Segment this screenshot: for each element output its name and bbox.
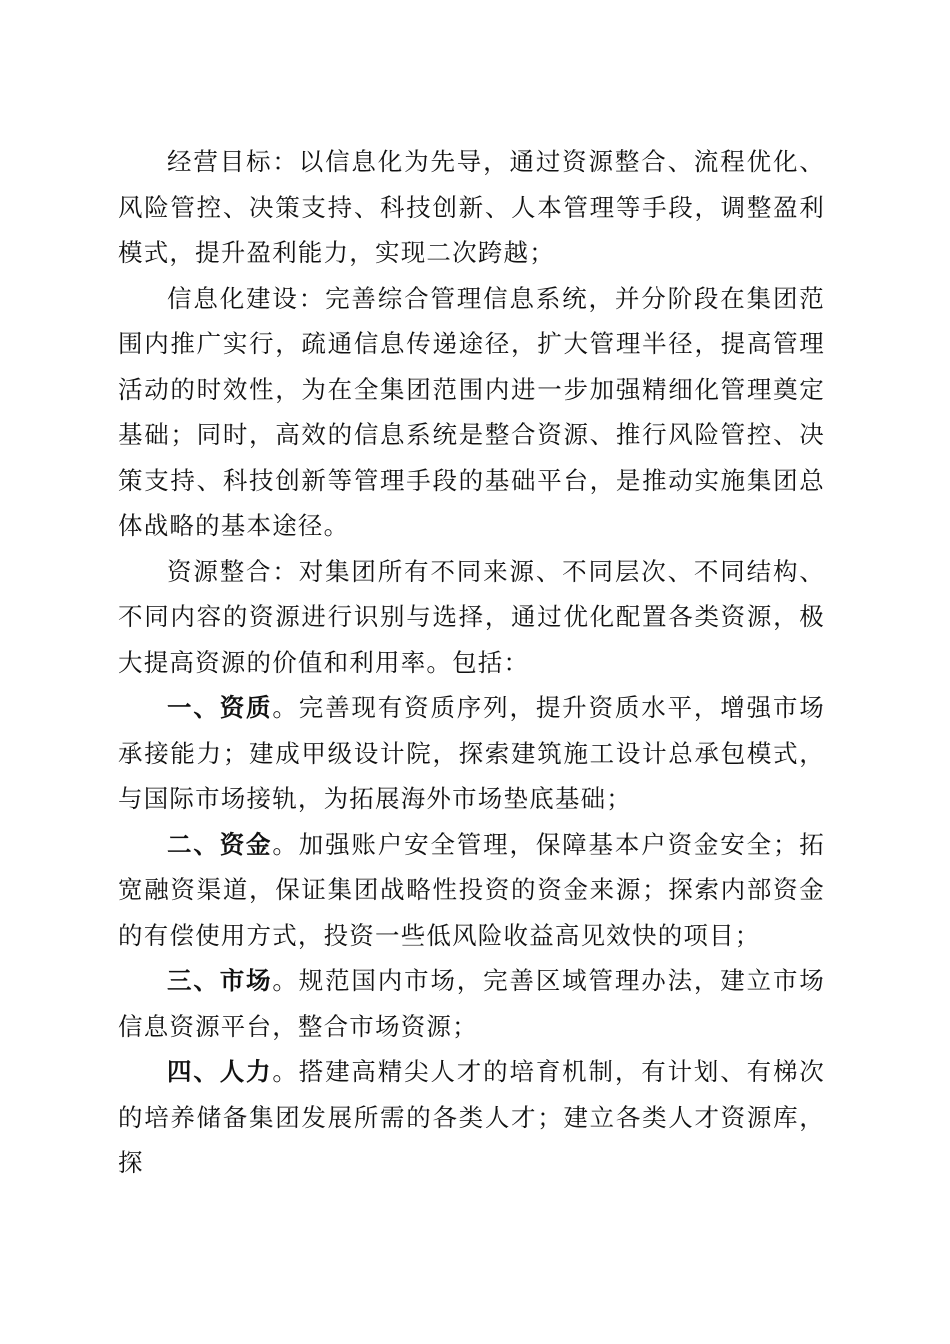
paragraph-funds [118,822,825,959]
section-heading: 四、人力 [167,1057,273,1086]
paragraph-text: 。规范国内市场，完善区域管理办法，建立市场信息资源平台，整合市场资源； [118,966,825,1041]
paragraph-business-goal [118,139,825,276]
paragraph-qualification [118,685,825,822]
section-heading: 二、资金 [167,829,273,859]
paragraph-text: 经营目标：以信息化为先导，通过资源整合、流程优化、风险管控、决策支持、科技创新、人本管理等手段，调整盈利模式，提升盈利能力，实现二次跨越； [118,147,825,267]
paragraph-text: 资源整合：对集团所有不同来源、不同层次、不同结构、不同内容的资源进行识别与选择，通过优化配置各类资源，极大提高资源的价值和利用率。包括： [118,556,825,677]
section-heading: 一、资质 [167,693,273,722]
paragraph-resource-integration [118,549,825,686]
paragraph-text: 。搭建高精尖人才的培育机制，有计划、有梯次的培养储备集团发展所需的各类人才；建立各类人才资源库，探 [118,1057,825,1177]
section-heading: 三、市场 [167,966,273,995]
paragraph-human-resources [118,1049,825,1186]
paragraph-text: 。加强账户安全管理，保障基本户资金安全；拓宽融资渠道，保证集团战略性投资的资金来源；探索内部资金的有偿使用方式，投资一些低风险收益高见效快的项目； [118,829,825,950]
document-body [118,139,825,1186]
paragraph-text: 。完善现有资质序列，提升资质水平，增强市场承接能力；建成甲级设计院，探索建筑施工设计总承包模式，与国际市场接轨，为拓展海外市场垫底基础； [118,693,825,813]
paragraph-text: 信息化建设：完善综合管理信息系统，并分阶段在集团范围内推广实行，疏通信息传递途径，扩大管理半径，提高管理活动的时效性，为在全集团范围内进一步加强精细化管理奠定基础；同时，高效的信息系统是整合资源、推行风险管控、决策支持、科技创新等管理手段的基础平台，是推动实施集团总体战略的基本途径。 [118,283,825,540]
paragraph-market [118,958,825,1049]
paragraph-informatization [118,276,825,549]
